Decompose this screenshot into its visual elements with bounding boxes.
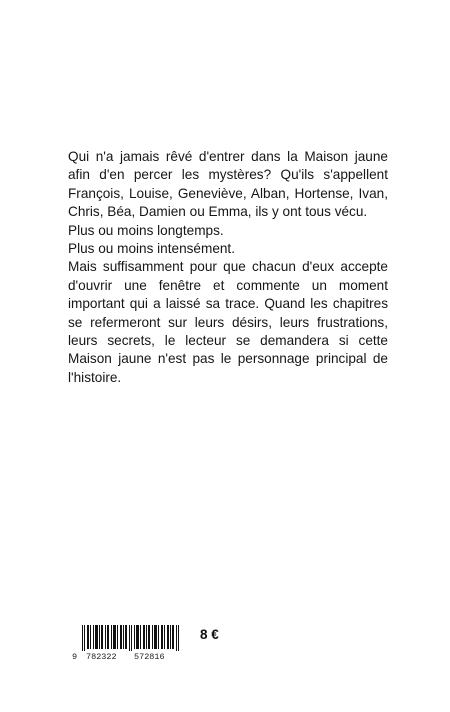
isbn-digits-right: 572816 xyxy=(134,652,165,662)
blurb-paragraph: Qui n'a jamais rêvé d'entrer dans la Maison jaune afin d'en percer les mystères? Qu'ils s'appellent François, Louise, Geneviève, Alban, Hortense, Ivan, Chris, Béa, Damien ou Emma, ils y ont tous vécu. xyxy=(68,149,388,220)
blurb-paragraph: Plus ou moins longtemps. xyxy=(68,222,224,238)
back-cover-blurb xyxy=(68,148,388,387)
isbn-barcode xyxy=(72,625,184,661)
barcode-bars-icon xyxy=(82,625,180,651)
blurb-paragraph: Plus ou moins intensément. xyxy=(68,241,235,257)
isbn-digits-left: 782322 xyxy=(86,652,117,662)
isbn-digits xyxy=(72,651,184,663)
price-label: 8 € xyxy=(200,627,219,642)
blurb-paragraph: Mais suffisamment pour que chacun d'eux accepte d'ouvrir une fenêtre et commente un moment important qui a laissé sa trace. Quand les chapitres se refermeront sur leurs désirs, leurs frustrations, leurs secrets, le lecteur se demandera si cette Maison jaune n'est pas le personnage principal de l'histoire. xyxy=(68,259,388,385)
isbn-digit-first: 9 xyxy=(72,652,78,662)
